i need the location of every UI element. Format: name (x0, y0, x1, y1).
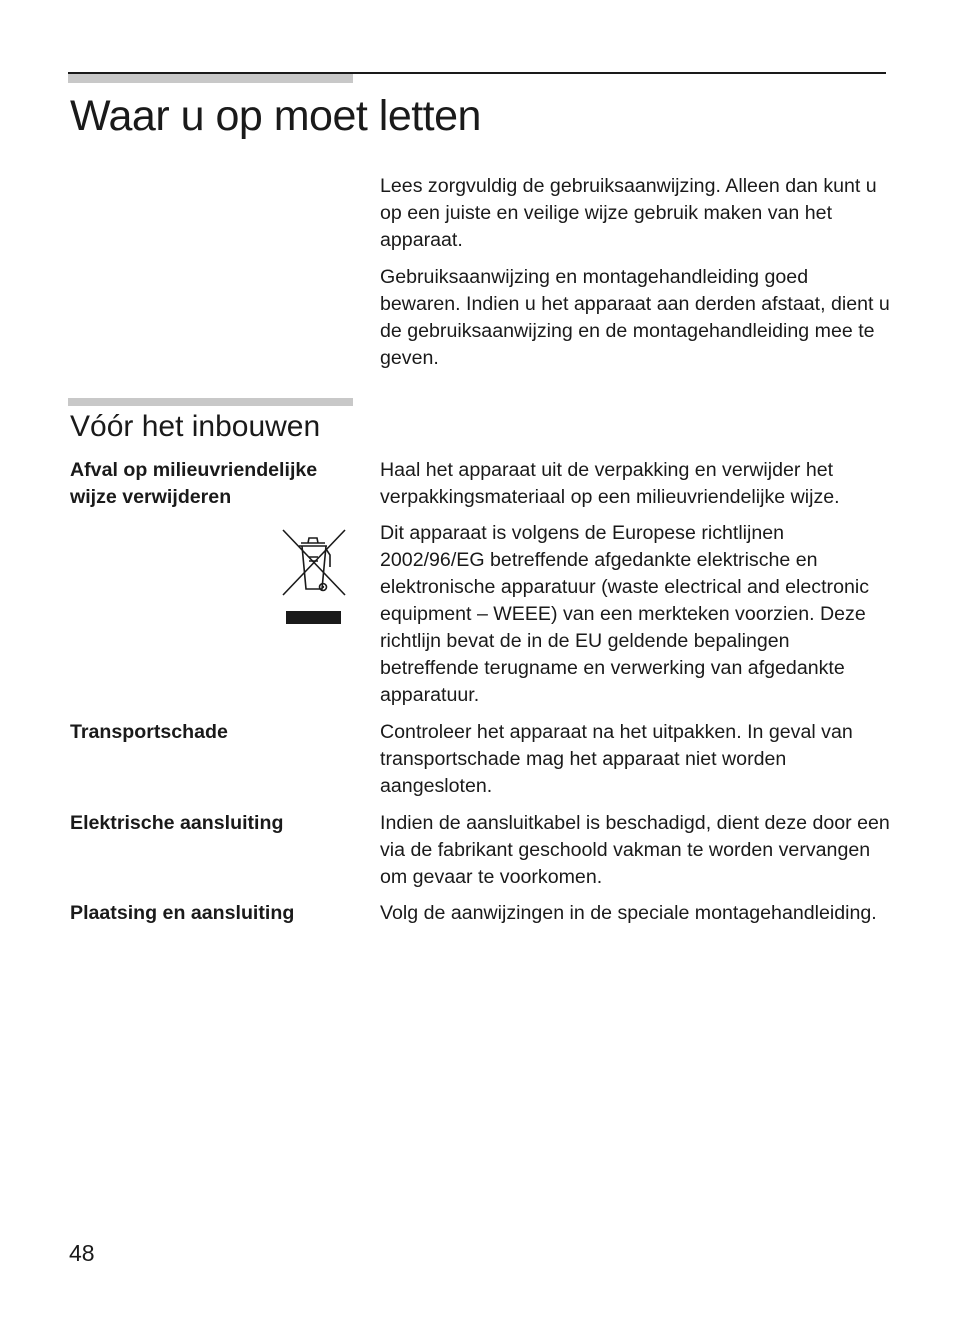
row-text-transportschade (380, 719, 890, 809)
crossed-out-wheelie-bin-icon (278, 527, 348, 627)
row-text-elektrische-aansluiting (380, 810, 890, 900)
row-label-plaatsing: Plaatsing en aansluiting (70, 902, 295, 924)
intro-paragraph: Gebruiksaanwijzing en montagehandleiding goed bewaren. Indien u het apparaat aan derden afstaat, dient u de gebruiksaanwijzing en de montagehandleiding mee te geven. (380, 266, 890, 369)
row-label-afval: Afval op milieuvriendelijke wijze verwijderen (70, 459, 318, 508)
row-paragraph: Dit apparaat is volgens de Europese richtlijnen 2002/96/EG betreffende afgedankte elektrische en elektronische apparatuur (waste electrical and electronic equipment – WEEE) van een merkteken voorzien. Deze richtlijn bevat de in de EU geldende bepalingen betreffende terugname en verwerking van afgedankte apparatuur. (380, 522, 870, 706)
page-number: 48 (69, 1240, 95, 1266)
header-accent-bar (68, 74, 353, 83)
intro-text (380, 173, 890, 382)
section-title: Vóór het inbouwen (70, 410, 321, 443)
row-text-plaatsing (380, 900, 890, 936)
row-paragraph: Indien de aansluitkabel is beschadigd, dient deze door een via de fabrikant geschoold vakman te worden vervangen om gevaar te voorkomen. (380, 812, 890, 888)
row-label-elektrische-aansluiting: Elektrische aansluiting (70, 812, 284, 834)
section-accent-bar (68, 398, 353, 406)
intro-paragraph: Lees zorgvuldig de gebruiksaanwijzing. Alleen dan kunt u op een juiste en veilige wijze gebruik maken van het apparaat. (380, 175, 877, 251)
row-paragraph: Volg de aanwijzingen in de speciale montagehandleiding. (380, 902, 877, 924)
row-paragraph: Controleer het apparaat na het uitpakken. In geval van transportschade mag het apparaat niet worden aangesloten. (380, 721, 853, 797)
page-title: Waar u op moet letten (70, 92, 481, 140)
row-text-afval (380, 457, 890, 718)
row-paragraph: Haal het apparaat uit de verpakking en verwijder het verpakkingsmateriaal op een milieuvriendelijke wijze. (380, 459, 840, 508)
row-label-transportschade: Transportschade (70, 721, 228, 743)
